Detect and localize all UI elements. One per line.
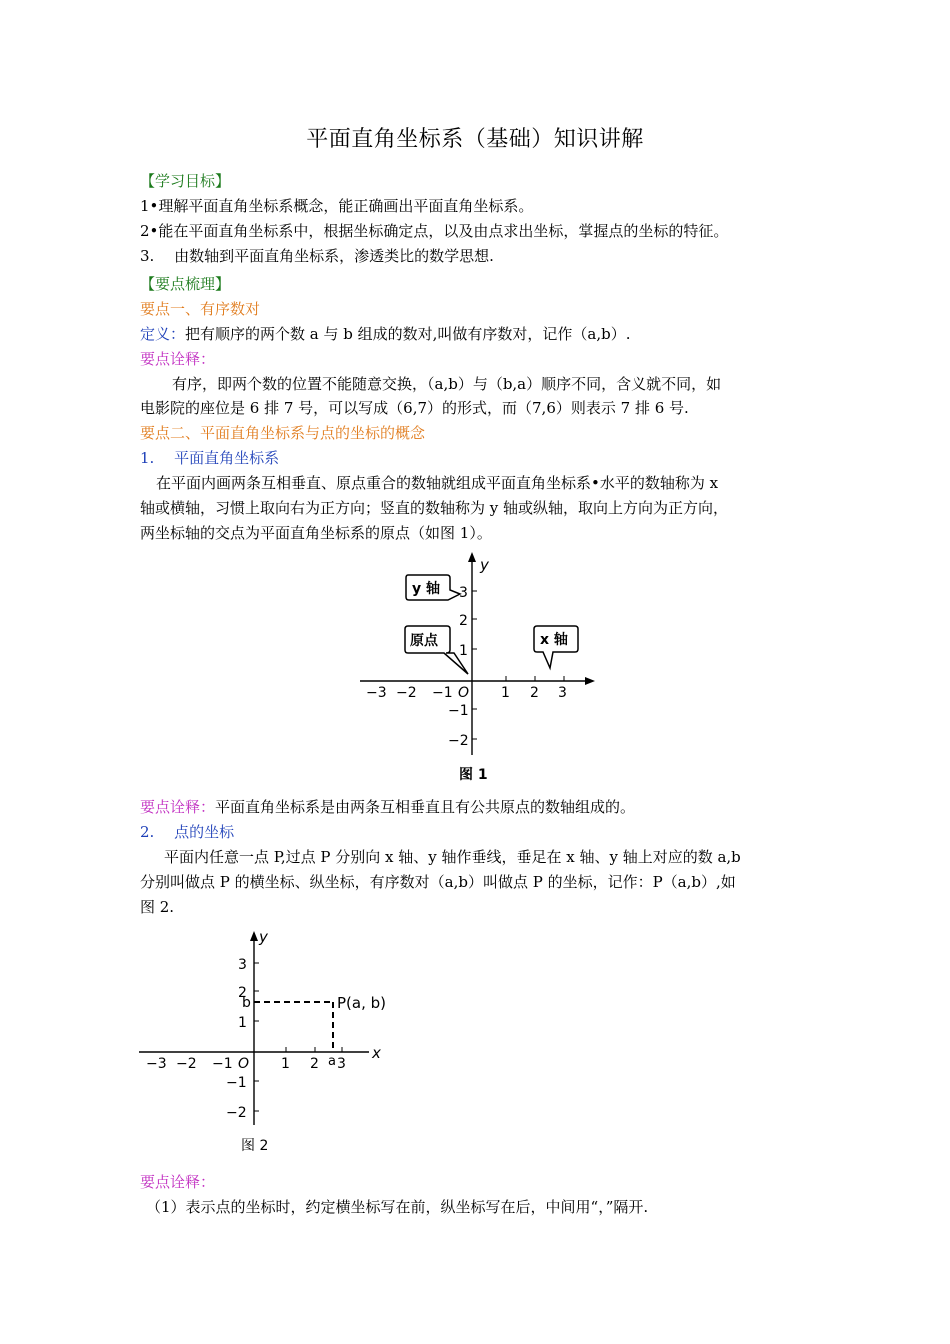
- note-1-line-1: 有序，即两个数的位置不能随意交换，（a,b）与（b,a）顺序不同，含义就不同，如: [172, 375, 722, 393]
- fig1-origin-callout-text: 原点: [410, 633, 438, 649]
- fig2-y-tick-2: 2: [238, 985, 247, 1001]
- point-1-heading: 要点一、有序数对: [140, 300, 261, 318]
- fig1-origin: O: [458, 685, 470, 701]
- fig1-y-tick-1: 1: [459, 643, 468, 659]
- para-2-line-3: 图 2.: [140, 898, 175, 916]
- fig2-y-tick-neg1: −1: [226, 1075, 247, 1091]
- fig1-x-arrow: [585, 677, 595, 685]
- figure-1: [350, 550, 600, 790]
- fig2-caption: 图 2: [241, 1138, 269, 1154]
- para-1-line-1: 在平面内画两条互相垂直、原点重合的数轴就组成平面直角坐标系•水平的数轴称为 x: [156, 474, 719, 492]
- fig2-b-label: b: [242, 995, 251, 1011]
- page-title: 平面直角坐标系（基础）知识讲解: [306, 127, 644, 152]
- fig2-y-tick-1: 1: [238, 1015, 247, 1031]
- note-label-1: 要点诠释：: [140, 350, 216, 368]
- fig1-y-tick-3: 3: [459, 585, 468, 601]
- figure-2: [134, 925, 394, 1160]
- fig1-y-label: y: [480, 556, 489, 574]
- points-heading: 【要点梳理】: [140, 275, 231, 293]
- sub-2-heading: 2. 点的坐标: [140, 823, 235, 841]
- fig1-x-tick-1: 1: [501, 685, 510, 701]
- fig2-x-tick-2: 2: [310, 1056, 319, 1072]
- fig1-caption: 图 1: [459, 767, 488, 783]
- note-label-3: 要点诠释：: [140, 1173, 216, 1191]
- sub-1-heading: 1. 平面直角坐标系: [140, 449, 280, 467]
- fig2-projection-lines: [254, 1002, 333, 1052]
- goals-heading: 【学习目标】: [140, 172, 231, 190]
- fig1-x-tick-neg2: −2: [396, 685, 417, 701]
- definition: [140, 324, 631, 344]
- fig1-x-callout-text: x 轴: [540, 632, 568, 648]
- definition-text: 把有顺序的两个数 a 与 b 组成的数对,叫做有序数对，记作（a,b）.: [185, 325, 631, 343]
- note-2-text: 平面直角坐标系是由两条互相垂直且有公共原点的数轴组成的。: [215, 798, 636, 816]
- fig1-x-tick-neg1: −1: [432, 685, 453, 701]
- fig2-x-tick-1: 1: [281, 1056, 290, 1072]
- fig1-x-tick-2: 2: [530, 685, 539, 701]
- fig2-origin: O: [238, 1056, 250, 1072]
- fig2-x-tick-neg3: −3: [146, 1056, 167, 1072]
- note-2: [140, 797, 635, 817]
- fig2-x-tick-neg1: −1: [212, 1056, 233, 1072]
- fig1-y-tick-neg1: −1: [448, 703, 469, 719]
- fig2-a-label: a: [328, 1054, 336, 1069]
- para-2-line-1: 平面内任意一点 P,过点 P 分别向 x 轴、y 轴作垂线，垂足在 x 轴、y 轴上对应的数 a,b: [164, 848, 741, 866]
- fig2-y-tick-neg2: −2: [226, 1105, 247, 1121]
- note-1-line-2: 电影院的座位是 6 排 7 号，可以写成（6,7）的形式，而（7,6）则表示 7 排 6 号.: [140, 399, 689, 417]
- fig2-y-label: y: [259, 928, 268, 946]
- para-1-line-2: 轴或横轴，习惯上取向右为正方向；竖直的数轴称为 y 轴或纵轴，取向上方向为正方向，: [140, 499, 729, 517]
- fig1-y-arrow: [468, 552, 476, 562]
- note-label-2: 要点诠释：: [140, 798, 216, 816]
- para-1-line-3: 两坐标轴的交点为平面直角坐标系的原点（如图 1）。: [140, 524, 492, 542]
- goal-1: 1•理解平面直角坐标系概念，能正确画出平面直角坐标系。: [140, 197, 534, 215]
- fig2-x-tick-3: 3: [337, 1056, 346, 1072]
- fig2-x-label: x: [372, 1044, 381, 1062]
- fig1-x-callout: [534, 626, 578, 668]
- fig2-x-tick-neg2: −2: [176, 1056, 197, 1072]
- fig1-y-callout: [406, 575, 460, 600]
- fig2-point-label: P(a, b): [337, 994, 386, 1012]
- fig1-y-tick-neg2: −2: [448, 733, 469, 749]
- goal-3: 3. 由数轴到平面直角坐标系，渗透类比的数学思想.: [140, 247, 494, 265]
- definition-label: 定义：: [140, 325, 186, 343]
- fig1-x-tick-3: 3: [558, 685, 567, 701]
- fig2-y-arrow: [250, 931, 258, 941]
- fig1-y-tick-2: 2: [459, 613, 468, 629]
- fig2-y-tick-3: 3: [238, 957, 247, 973]
- fig1-x-tick-neg3: −3: [366, 685, 387, 701]
- note-3-text: （1）表示点的坐标时，约定横坐标写在前，纵坐标写在后，中间用“，”隔开.: [146, 1198, 649, 1216]
- fig1-y-callout-text: y 轴: [412, 581, 440, 597]
- para-2-line-2: 分别叫做点 P 的横坐标、纵坐标，有序数对（a,b）叫做点 P 的坐标，记作：P（a,b）,如: [140, 873, 736, 891]
- point-2-heading: 要点二、平面直角坐标系与点的坐标的概念: [140, 424, 426, 442]
- goal-2: 2•能在平面直角坐标系中，根据坐标确定点，以及由点求出坐标，掌握点的坐标的特征。: [140, 222, 729, 240]
